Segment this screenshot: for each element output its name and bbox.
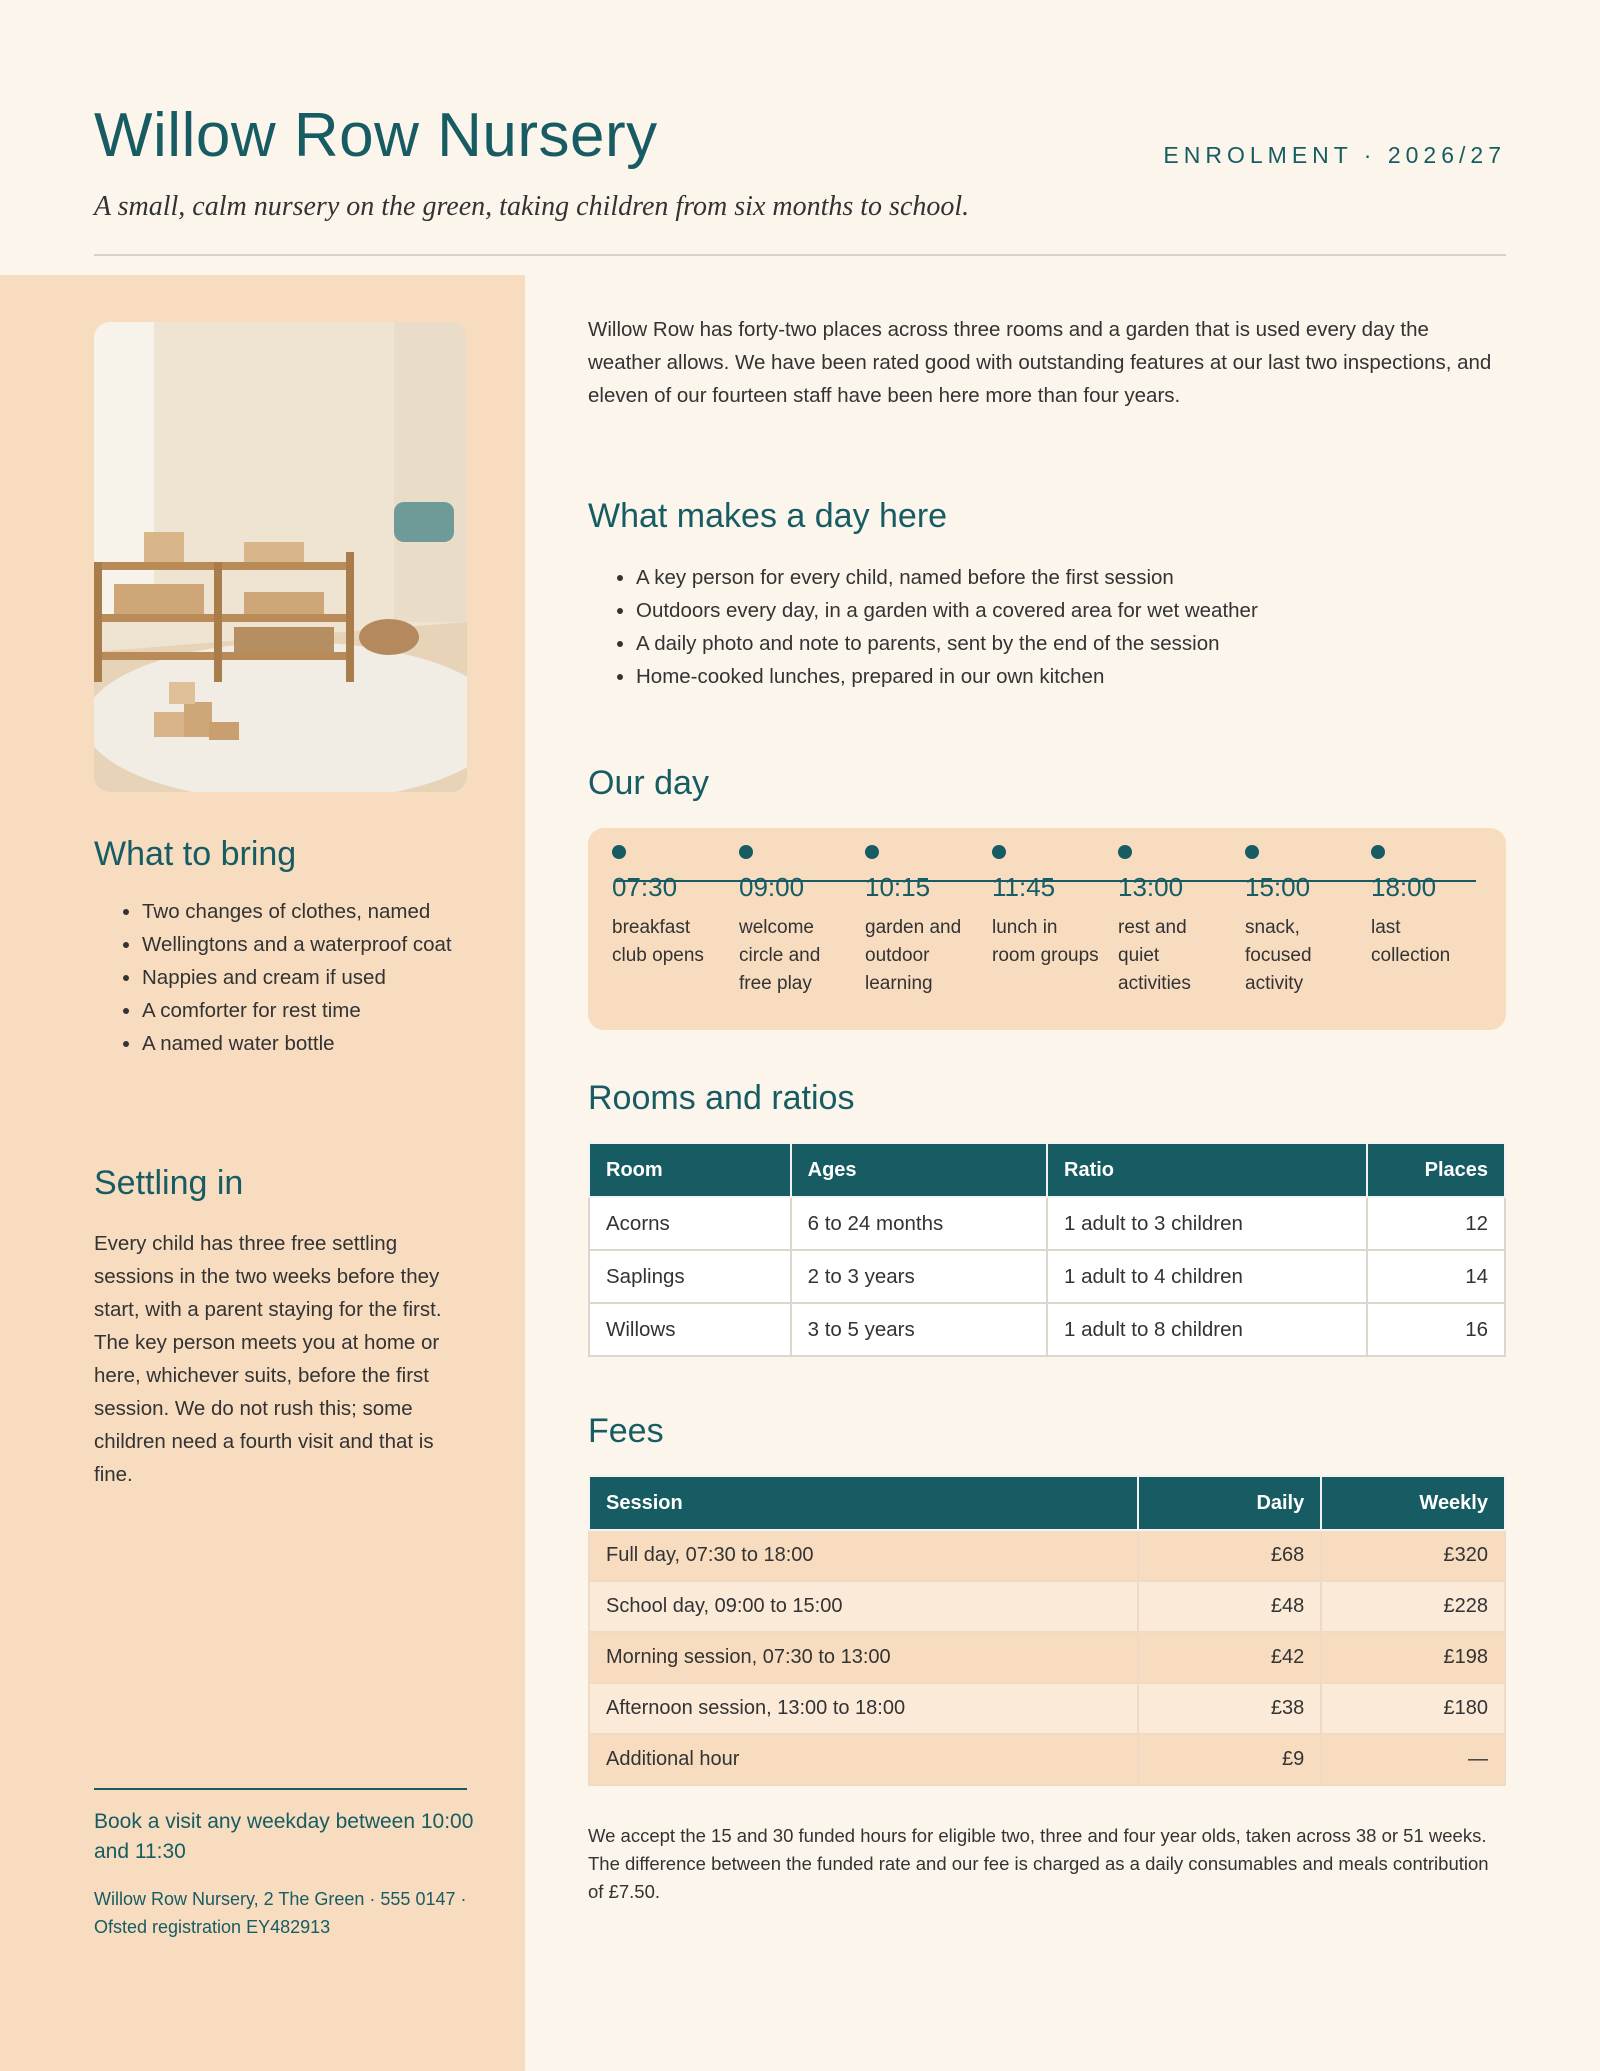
timeline-label: breakfast club opens xyxy=(612,917,704,966)
column-header: Weekly xyxy=(1321,1476,1505,1530)
table-header-row xyxy=(589,1476,1505,1530)
our-day-heading: Our day xyxy=(588,764,709,802)
page-title: Willow Row Nursery xyxy=(94,101,658,170)
column-header: Places xyxy=(1367,1143,1505,1197)
table-row xyxy=(589,1632,1505,1683)
timeline-time: 13:00 xyxy=(1118,872,1184,902)
list-item: • Two changes of clothes, named xyxy=(142,895,542,928)
column-header: Daily xyxy=(1138,1476,1322,1530)
table-header-row xyxy=(589,1143,1505,1197)
table-row xyxy=(589,1683,1505,1734)
timeline-label: rest and quiet activities xyxy=(1118,917,1191,994)
table-row xyxy=(589,1581,1505,1632)
table-row xyxy=(589,1250,1505,1303)
nursery-room-photo xyxy=(94,322,467,792)
list-item: • Nappies and cream if used xyxy=(142,961,542,994)
table-cell: £180 xyxy=(1321,1683,1505,1734)
timeline-time: 15:00 xyxy=(1245,872,1311,902)
table-row xyxy=(589,1303,1505,1356)
table-cell: £228 xyxy=(1321,1581,1505,1632)
table-cell: — xyxy=(1321,1734,1505,1785)
column-header: Room xyxy=(589,1143,791,1197)
column-header: Session xyxy=(589,1476,1138,1530)
list-item: • A named water bottle xyxy=(142,1027,542,1060)
table-cell: 1 adult to 3 children xyxy=(1047,1197,1367,1250)
sidebar xyxy=(0,275,525,2071)
table-cell: £42 xyxy=(1138,1632,1322,1683)
list-item: • A comforter for rest time xyxy=(142,994,542,1027)
timeline-label: garden and outdoor learning xyxy=(865,917,962,994)
table-cell: £198 xyxy=(1321,1632,1505,1683)
table-cell: 1 adult to 4 children xyxy=(1047,1250,1367,1303)
book-visit-text: Book a visit any weekday between 10:00 and 11:30 xyxy=(94,1810,474,1863)
rooms-heading: Rooms and ratios xyxy=(588,1079,855,1117)
timeline-label: snack, focused activity xyxy=(1245,917,1312,994)
intro-paragraph: Willow Row has forty-two places across three rooms and a garden that is used every day the weather allows. We have been rated good with outstanding features at our last two inspections, and eleven of our fourteen staff have been here more than four years. xyxy=(588,318,1492,407)
column-header: Ages xyxy=(791,1143,1047,1197)
book-divider xyxy=(94,1788,467,1790)
timeline-time: 09:00 xyxy=(739,872,805,902)
timeline-dot-icon xyxy=(992,845,1006,859)
nursery-room-illustration xyxy=(94,322,467,792)
list-item: • Home-cooked lunches, prepared in our own kitchen xyxy=(636,660,1536,693)
list-item: • A daily photo and note to parents, sent by the end of the session xyxy=(636,627,1536,660)
table-row xyxy=(589,1197,1505,1250)
table-cell: 2 to 3 years xyxy=(791,1250,1047,1303)
table-cell: 16 xyxy=(1367,1303,1505,1356)
table-cell: 6 to 24 months xyxy=(791,1197,1047,1250)
address-text: Willow Row Nursery, 2 The Green · 555 0147 · Ofsted registration EY482913 xyxy=(94,1889,467,1937)
enrolment-label: ENROLMENT · 2026/27 xyxy=(1163,142,1506,168)
timeline-time: 07:30 xyxy=(612,872,678,902)
list-item: • Outdoors every day, in a garden with a covered area for wet weather xyxy=(636,594,1536,627)
table-cell: £9 xyxy=(1138,1734,1322,1785)
table-cell: Full day, 07:30 to 18:00 xyxy=(589,1530,1138,1581)
table-cell: £68 xyxy=(1138,1530,1322,1581)
timeline-dot-icon xyxy=(1245,845,1259,859)
table-cell: 12 xyxy=(1367,1197,1505,1250)
list-item: • A key person for every child, named before the first session xyxy=(636,561,1536,594)
table-cell: Saplings xyxy=(589,1250,791,1303)
header-divider xyxy=(94,254,1506,256)
page-header xyxy=(94,96,1506,224)
table-cell: 14 xyxy=(1367,1250,1505,1303)
table-cell: Afternoon session, 13:00 to 18:00 xyxy=(589,1683,1138,1734)
settling-in-text: Every child has three free settling sessions in the two weeks before they start, with a parent staying for the first. The key person meets you at home or here, whichever suits, before the first session. We do not rush this; some children need a fourth visit and that is fine. xyxy=(94,1232,442,1486)
settling-in-heading: Settling in xyxy=(94,1164,244,1202)
table-cell: £48 xyxy=(1138,1581,1322,1632)
table-cell: £38 xyxy=(1138,1683,1322,1734)
table-cell: Willows xyxy=(589,1303,791,1356)
timeline-dot-icon xyxy=(1118,845,1132,859)
timeline-label: welcome circle and free play xyxy=(739,917,821,994)
rooms-table xyxy=(588,1142,1506,1357)
day-features-list xyxy=(588,561,1536,693)
table-cell: Morning session, 07:30 to 13:00 xyxy=(589,1632,1138,1683)
timeline-dot-icon xyxy=(1371,845,1385,859)
fees-heading: Fees xyxy=(588,1412,664,1450)
what-makes-a-day-heading: What makes a day here xyxy=(588,497,948,535)
table-cell: 3 to 5 years xyxy=(791,1303,1047,1356)
what-to-bring-list xyxy=(94,895,542,1060)
list-item: • Wellingtons and a waterproof coat xyxy=(142,928,542,961)
table-cell: Additional hour xyxy=(589,1734,1138,1785)
timeline-label: last collection xyxy=(1371,917,1451,966)
table-cell: £320 xyxy=(1321,1530,1505,1581)
timeline-time: 10:15 xyxy=(865,872,931,902)
day-timeline xyxy=(588,828,1506,1030)
what-to-bring-heading: What to bring xyxy=(94,835,297,873)
table-row xyxy=(589,1530,1505,1581)
column-header: Ratio xyxy=(1047,1143,1367,1197)
timeline-dot-icon xyxy=(865,845,879,859)
table-row xyxy=(589,1734,1505,1785)
fees-table xyxy=(588,1475,1506,1786)
table-cell: School day, 09:00 to 15:00 xyxy=(589,1581,1138,1632)
timeline-dot-icon xyxy=(739,845,753,859)
timeline-dot-icon xyxy=(612,845,626,859)
table-cell: 1 adult to 8 children xyxy=(1047,1303,1367,1356)
timeline-label: lunch in room groups xyxy=(992,917,1099,966)
timeline-time: 18:00 xyxy=(1371,872,1437,902)
table-cell: Acorns xyxy=(589,1197,791,1250)
timeline-time: 11:45 xyxy=(992,872,1056,902)
tagline: A small, calm nursery on the green, taking children from six months to school. xyxy=(94,191,970,222)
fees-note: We accept the 15 and 30 funded hours for eligible two, three and four year olds, taken across 38 or 51 weeks. The difference between the funded rate and our fee is charged as a daily consumables and meals contribution of £7.50. xyxy=(588,1825,1489,1902)
